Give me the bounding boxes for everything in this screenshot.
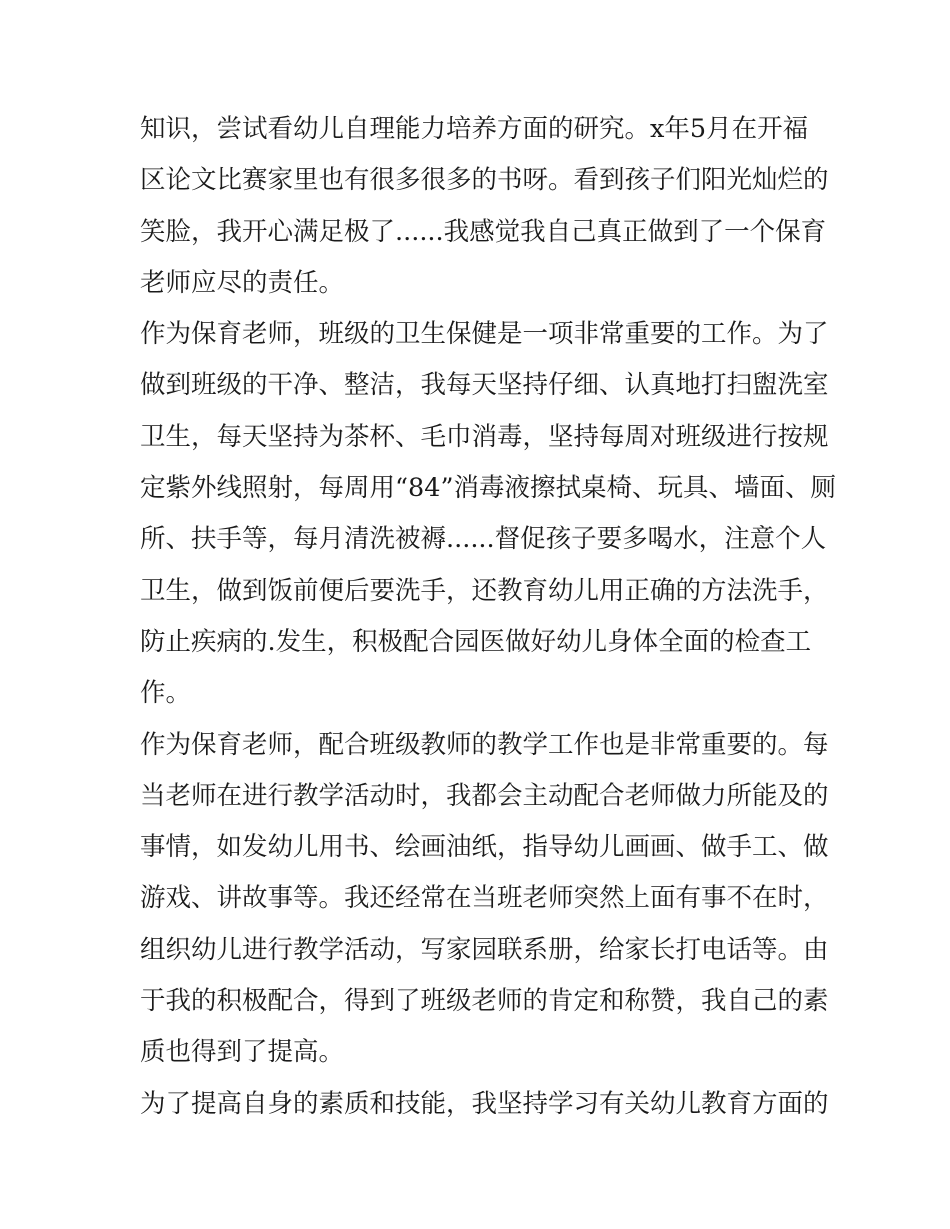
- text-line: 当老师在进行教学活动时，我都会主动配合老师做力所能及的: [140, 780, 829, 811]
- text-line: 定紫外线照射，每周用“84”消毒液擦拭桌椅、玩具、墙面、厕: [140, 473, 837, 504]
- text-line: 作为保育老师，配合班级教师的教学工作也是非常重要的。每: [140, 729, 829, 760]
- paragraph-1: [140, 104, 829, 309]
- paragraph-4: [140, 1079, 829, 1130]
- text-line: 做到班级的干净、整洁，我每天坚持仔细、认真地打扫盥洗室: [140, 370, 829, 401]
- text-line: 知识，尝试看幼儿自理能力培养方面的研究。x年5月在开福: [140, 114, 809, 144]
- text-line: 游戏、讲故事等。我还经常在当班老师突然上面有事不在时，: [140, 883, 829, 914]
- text-line: 区论文比赛家里也有很多很多的书呀。看到孩子们阳光灿烂的: [140, 165, 829, 196]
- text-line: 于我的积极配合，得到了班级老师的肯定和称赞，我自己的素: [140, 986, 829, 1017]
- text-line: 为了提高自身的素质和技能，我坚持学习有关幼儿教育方面的: [140, 1088, 829, 1119]
- text-line: 作。: [140, 678, 192, 709]
- text-line: 事情，如发幼儿用书、绘画油纸，指导幼儿画画、做手工、做: [140, 832, 829, 863]
- document-body: [140, 104, 837, 1130]
- paragraph-3: [140, 720, 829, 1079]
- text-line: 卫生，每天坚持为茶杯、毛巾消毒，坚持每周对班级进行按规: [140, 421, 829, 452]
- text-line: 笑脸，我开心满足极了......我感觉我自己真正做到了一个保育: [140, 216, 827, 247]
- text-line: 防止疾病的.发生，积极配合园医做好幼儿身体全面的检查工: [140, 626, 812, 657]
- text-line: 质也得到了提高。: [140, 1037, 345, 1068]
- text-line: 作为保育老师，班级的卫生保健是一项非常重要的工作。为了: [140, 319, 829, 350]
- paragraph-2: [140, 309, 837, 719]
- text-line: 卫生，做到饭前便后要洗手，还教育幼儿用正确的方法洗手，: [140, 575, 829, 606]
- text-line: 组织幼儿进行教学活动，写家园联系册，给家长打电话等。由: [140, 934, 829, 965]
- text-line: 老师应尽的责任。: [140, 267, 345, 298]
- text-line: 所、扶手等，每月清洗被褥......督促孩子要多喝水，注意个人: [140, 524, 827, 555]
